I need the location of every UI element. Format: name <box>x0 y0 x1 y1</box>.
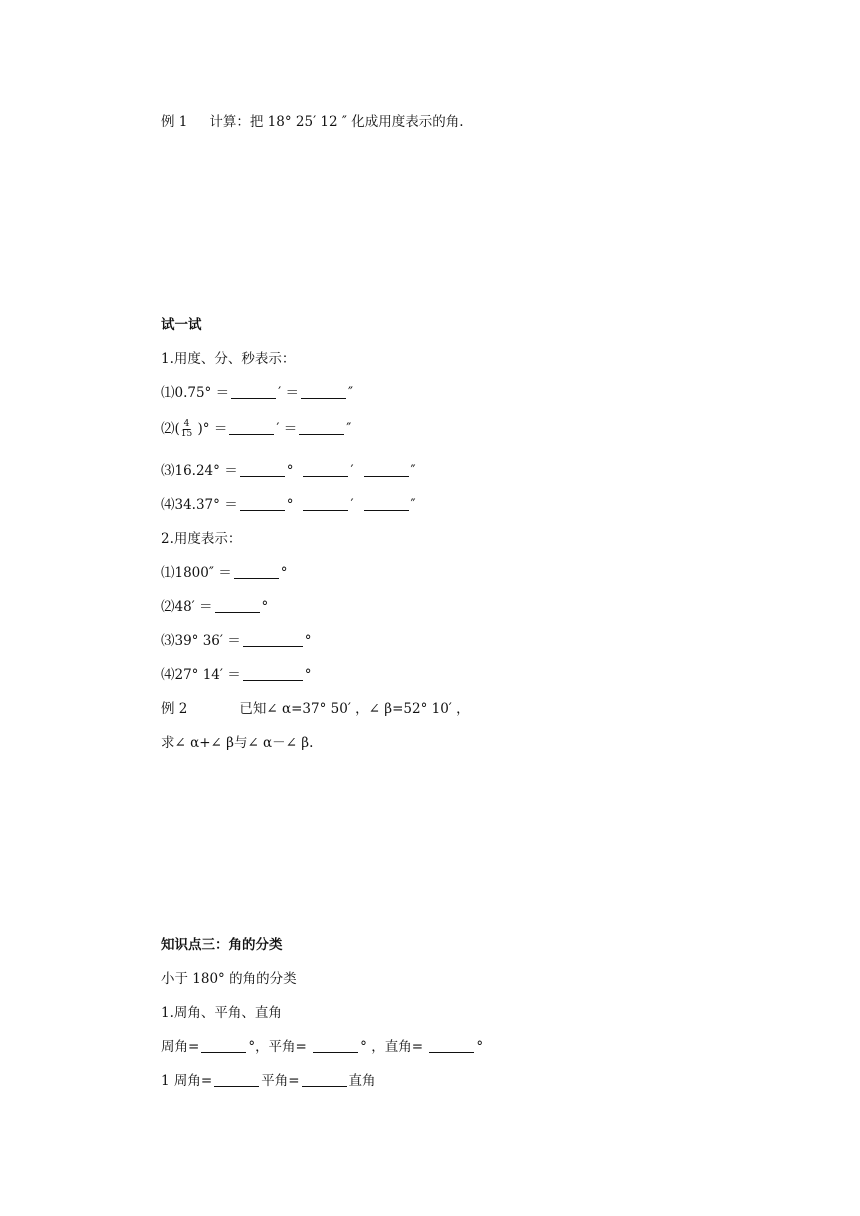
section-title-knowledge-3: 知识点三：角的分类 <box>161 937 283 953</box>
knowledge-3-item-1-title: 1.周角、平角、直角 <box>161 1005 282 1021</box>
answer-blank[interactable] <box>214 1072 259 1087</box>
example-1-label: 例 1 <box>161 114 188 130</box>
answer-blank[interactable] <box>229 420 274 435</box>
example-1 <box>161 113 464 131</box>
knowledge-3-subtitle: 小于 180° 的角的分类 <box>161 971 297 987</box>
angle-values-line: 周角= °，平角= ° ，直角= ° <box>161 1039 484 1055</box>
example-2-label: 例 2 <box>161 701 188 717</box>
answer-blank[interactable] <box>301 384 346 399</box>
question-1-item-3: ⑶16.24° ＝ ° ′ ″ <box>161 463 416 479</box>
example-2 <box>161 700 470 718</box>
question-2-item-1: ⑴1800″ ＝ ° <box>161 565 288 581</box>
question-1-title: 1.用度、分、秒表示： <box>161 351 296 367</box>
answer-blank[interactable] <box>303 462 348 477</box>
question-1-item-1: ⑴0.75° ＝ ′ ＝ ″ <box>161 385 354 401</box>
example-2-text: 已知∠ α=37° 50′ ，∠ β=52° 10′ ， <box>239 701 470 717</box>
example-1-text: 计算：把 18° 25′ 12 ″ 化成用度表示的角. <box>209 114 464 130</box>
question-1-item-4: ⑷34.37° ＝ ° ′ ″ <box>161 497 416 513</box>
answer-blank[interactable] <box>234 564 279 579</box>
answer-blank[interactable] <box>243 666 303 681</box>
question-2-title: 2.用度表示： <box>161 531 242 547</box>
question-2-item-4: ⑷27° 14′ ＝ ° <box>161 667 312 683</box>
answer-blank[interactable] <box>215 598 260 613</box>
answer-blank[interactable] <box>240 462 285 477</box>
angle-relation-line: 1 周角= 平角= 直角 <box>161 1073 376 1089</box>
answer-blank[interactable] <box>364 462 409 477</box>
answer-blank[interactable] <box>240 496 285 511</box>
section-title-try: 试一试 <box>161 317 202 333</box>
example-2-line-2: 求∠ α+∠ β与∠ α－∠ β. <box>161 735 314 751</box>
question-1-item-2: ⑵( $\frac{4}{15}$ )° ＝ ′ ＝ ″ <box>161 419 352 439</box>
answer-blank[interactable] <box>243 632 303 647</box>
answer-blank[interactable] <box>429 1038 474 1053</box>
fraction: $\frac{4}{15}$ <box>180 419 193 439</box>
answer-blank[interactable] <box>302 1072 347 1087</box>
answer-blank[interactable] <box>231 384 276 399</box>
answer-blank[interactable] <box>299 420 344 435</box>
answer-blank[interactable] <box>201 1038 246 1053</box>
answer-blank[interactable] <box>313 1038 358 1053</box>
question-2-item-3: ⑶39° 36′ ＝ ° <box>161 633 312 649</box>
answer-blank[interactable] <box>364 496 409 511</box>
answer-blank[interactable] <box>303 496 348 511</box>
question-2-item-2: ⑵48′ ＝ ° <box>161 599 269 615</box>
